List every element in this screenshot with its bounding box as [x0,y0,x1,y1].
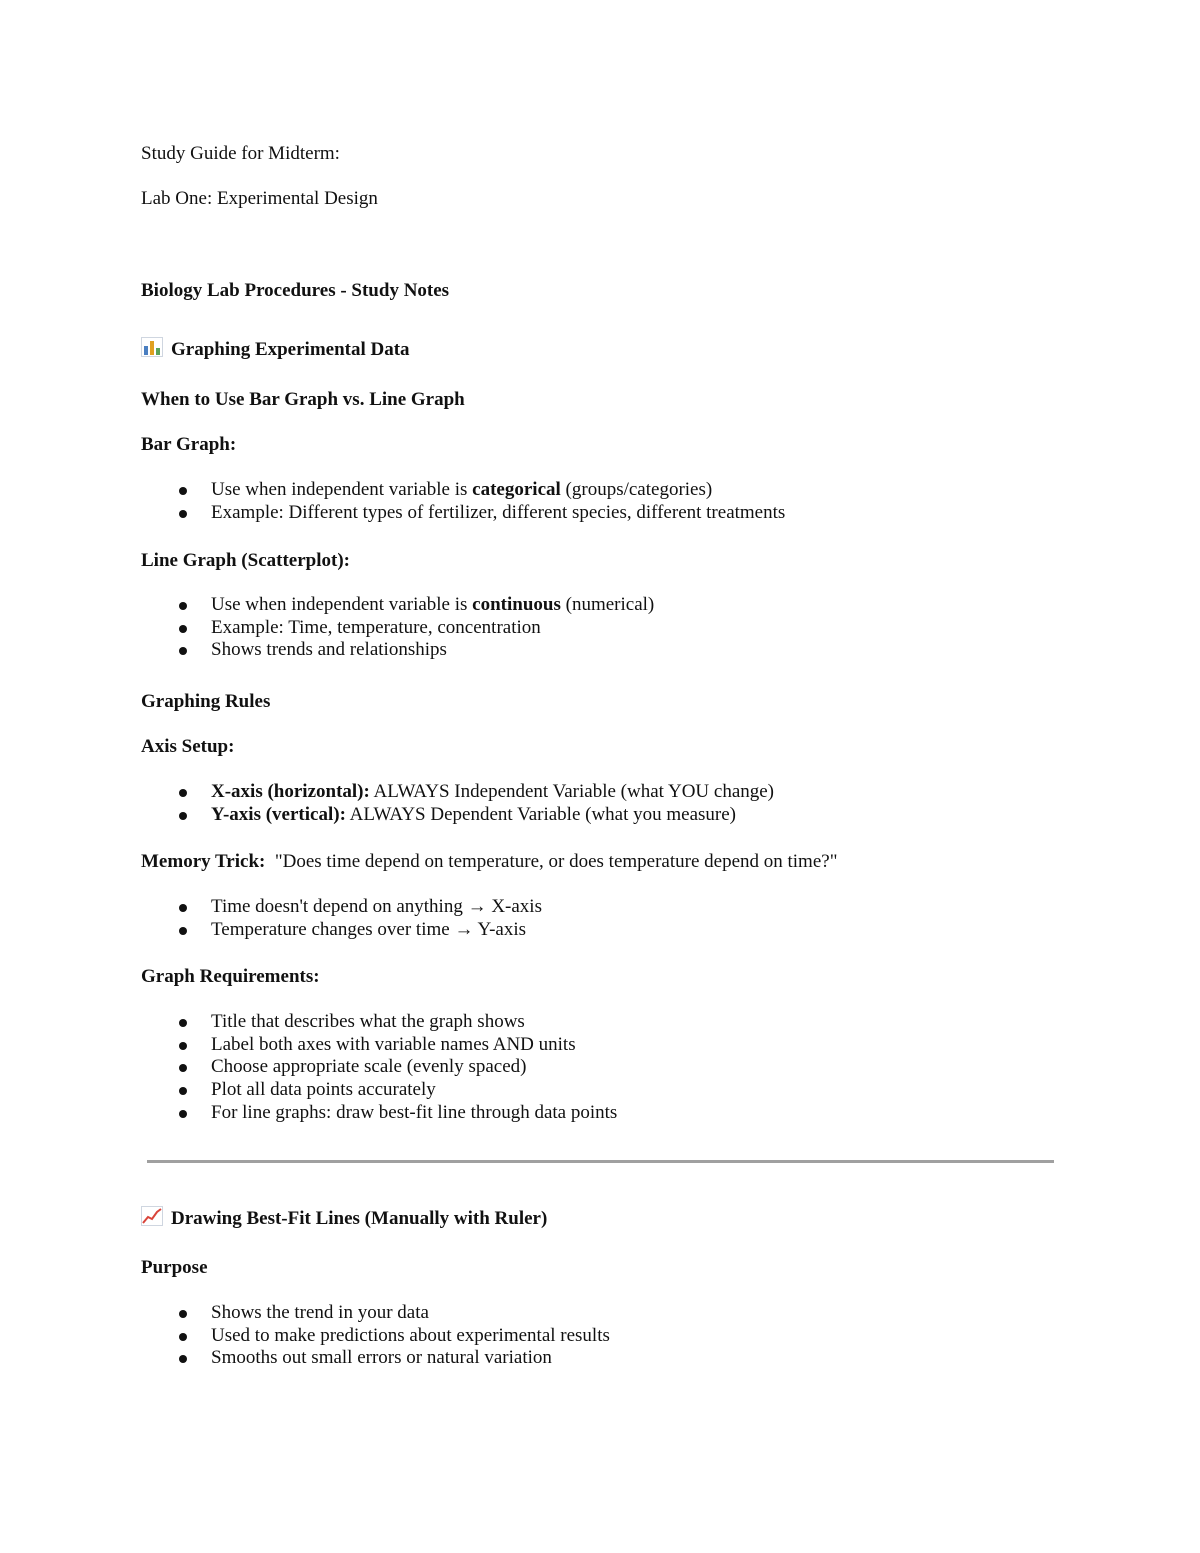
section-graphing-title: Graphing Experimental Data [171,339,410,360]
bar-graph-list [141,479,785,524]
section-bestfit-heading [141,1206,547,1232]
list-item: Title that describes what the graph shows [141,1011,617,1034]
list-item: For line graphs: draw best-fit line through data points [141,1102,617,1125]
bar-graph-label: Bar Graph: [141,434,237,455]
list-item: Shows trends and relationships [141,639,654,662]
list-item: Shows the trend in your data [141,1302,610,1325]
purpose-heading: Purpose [141,1257,208,1278]
doc-title: Study Guide for Midterm: [141,143,340,164]
requirements-list [141,1011,617,1125]
list-item: Y-axis (vertical): ALWAYS Dependent Variable (what you measure) [141,804,774,827]
purpose-list [141,1302,610,1370]
list-item: Time doesn't depend on anything → X-axis [141,896,542,919]
list-item: Choose appropriate scale (evenly spaced) [141,1056,617,1079]
line-graph-label: Line Graph (Scatterplot): [141,550,350,571]
lab-title: Lab One: Experimental Design [141,188,378,209]
list-item: Use when independent variable is continuous (numerical) [141,594,654,617]
list-item: Example: Time, temperature, concentration [141,617,654,640]
horizontal-divider [147,1160,1054,1163]
list-item: Temperature changes over time → Y-axis [141,919,542,942]
memory-trick-label: Memory Trick: [141,851,266,872]
line-chart-icon [141,1206,163,1232]
list-item: Used to make predictions about experimental results [141,1325,610,1348]
list-item: Use when independent variable is categorical (groups/categories) [141,479,785,502]
list-item: X-axis (horizontal): ALWAYS Independent Variable (what YOU change) [141,781,774,804]
section-graphing-heading [141,337,410,363]
list-item: Label both axes with variable names AND units [141,1034,617,1057]
memory-list [141,896,542,941]
graph-requirements-label: Graph Requirements: [141,966,320,987]
list-item: Example: Different types of fertilizer, different species, different treatments [141,502,785,525]
graphing-rules-heading: Graphing Rules [141,691,271,712]
section-bestfit-title: Drawing Best-Fit Lines (Manually with Ruler) [171,1208,548,1229]
memory-trick-text: "Does time depend on temperature, or does temperature depend on time?" [265,851,838,872]
bar-vs-line-heading: When to Use Bar Graph vs. Line Graph [141,389,465,410]
line-graph-list [141,594,654,662]
list-item: Smooths out small errors or natural variation [141,1347,610,1370]
list-item: Plot all data points accurately [141,1079,617,1102]
axis-setup-list [141,781,774,826]
memory-trick [141,850,837,873]
main-heading: Biology Lab Procedures - Study Notes [141,280,450,301]
bar-chart-icon [141,337,163,363]
axis-setup-label: Axis Setup: [141,736,235,757]
